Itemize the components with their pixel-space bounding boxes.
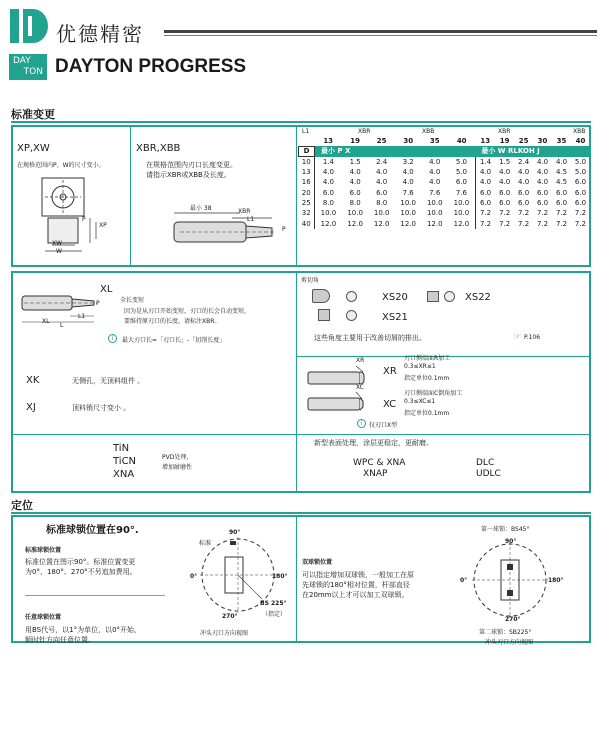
dayton-logo	[9, 54, 47, 80]
table-cell: 3.2	[402, 157, 414, 166]
xj-title: XJ	[26, 402, 36, 413]
company-cn-title: 优德精密	[56, 22, 144, 46]
table-row	[299, 218, 591, 228]
table-cell: 6.0	[475, 187, 495, 197]
xc-line1: 刃口侧端面C倒角加工	[404, 390, 463, 397]
xbr-xbr-label: XBR	[238, 208, 251, 215]
table-cell: 4.0	[518, 168, 530, 177]
std-desc2: 为0°、180°、270°不另追加费用。	[25, 568, 137, 576]
xl-note: 最大刃口长=「刃口长」-「切削长度」	[122, 337, 226, 344]
xbr-title: XBR,XBB	[136, 143, 181, 154]
table-cell: 12.0	[426, 219, 443, 228]
table-col-header: 40	[575, 137, 586, 146]
table-col-header: 19	[499, 137, 510, 146]
spec-table	[298, 136, 590, 229]
table-cell: 8.0	[349, 198, 361, 207]
diag2-a270: 270°	[505, 616, 521, 623]
xbr-min-label: 最小 38	[190, 205, 212, 212]
shear-desc: 这些角度主要用于改善切屑的排出。	[314, 334, 426, 342]
section-position-rule	[11, 512, 591, 514]
section-position-title: 定位	[11, 499, 33, 512]
xl-l1-label: L1	[78, 313, 86, 320]
xp-diagram	[40, 175, 120, 265]
table-cell: 7.2	[574, 209, 587, 218]
shear-icon-b	[346, 291, 357, 302]
table-xbr-label: XBR	[358, 128, 371, 135]
pointer-hand-icon: ☞	[513, 332, 522, 342]
table-cell: 4.0	[376, 178, 388, 187]
xbr-desc1: 在规格范围内刃口长度变更。	[146, 161, 237, 169]
table-right-bar: 最小 W RLKOH J	[475, 146, 590, 156]
table-cell: 6.0	[499, 198, 511, 207]
any-desc1: 用BS代号，以1°为单位，以0°开始，	[25, 626, 142, 634]
xl-p-label: P	[96, 300, 100, 307]
table-d-cell: 32	[299, 208, 315, 218]
xl-xl-label: XL	[42, 318, 50, 325]
table-cell: 4.0	[499, 178, 511, 187]
table-d-cell: 13	[299, 167, 315, 177]
table-row	[299, 187, 591, 197]
shear-title: 剪切角	[301, 277, 320, 284]
table-cell: 7.6	[402, 188, 414, 197]
table-cell: 10.0	[426, 209, 443, 218]
diag1-bs-note: （指定）	[262, 611, 287, 618]
xc-label-small: XC	[356, 384, 364, 391]
table-cell: 6.0	[518, 198, 530, 207]
table-cell: 6.0	[518, 188, 530, 197]
table-cell: 7.2	[475, 208, 495, 218]
table-cell: 4.0	[322, 178, 334, 187]
double-title: 双球锁位置	[302, 559, 333, 566]
coat-tin: TiN	[113, 443, 130, 454]
table-cell: 7.2	[555, 209, 568, 218]
table-col-header: 25	[376, 137, 387, 146]
table-cell: 7.2	[499, 209, 511, 218]
coat-ticn: TiCN	[113, 456, 137, 467]
table-xbb-label: XBB	[422, 128, 435, 135]
table-xbb-label-2: XBB	[573, 128, 586, 135]
table-cell: 4.0	[402, 168, 414, 177]
table-col-header: 25	[518, 137, 529, 146]
table-cell: 12.0	[453, 219, 470, 228]
table-cell: 10.0	[347, 209, 363, 218]
diag2-a0: 0°	[460, 577, 468, 584]
xr-line1: 刃口侧端面R加工	[404, 355, 451, 362]
table-cell: 5.0	[455, 157, 467, 166]
table-cell: 6.0	[499, 188, 511, 197]
table-cell: 7.2	[475, 218, 495, 228]
table-d-cell: 40	[299, 218, 315, 228]
table-col-header: 30	[537, 137, 548, 146]
double-ball-lock-diagram	[470, 540, 550, 620]
table-cell: 7.2	[574, 219, 587, 228]
xp-xw-label: XW	[52, 240, 63, 247]
table-cell: 6.0	[349, 188, 361, 197]
diag1-a0: 0°	[190, 573, 198, 580]
table-cell: 10.0	[426, 198, 443, 207]
coat-desc2: 增加耐磨性	[162, 464, 193, 471]
shear-icon-a	[312, 289, 330, 303]
table-cell: 7.2	[555, 219, 568, 228]
coat-wpc: WPC & XNA	[353, 458, 406, 468]
table-d-cell: 16	[299, 177, 315, 187]
table-header-row	[299, 136, 591, 146]
xc-note: 仅刃口X型	[369, 422, 398, 429]
table-cell: 10.0	[453, 198, 470, 207]
table-cell: 10.0	[400, 198, 416, 207]
xp-title: XP,XW	[17, 143, 50, 154]
table-cell: 5.0	[574, 168, 587, 177]
brand-title: DAYTON PROGRESS	[55, 56, 247, 77]
table-cell: 7.2	[518, 219, 530, 228]
table-col-header: 30	[403, 137, 414, 146]
xp-desc: 在规格范围内P、W的尺寸变小。	[17, 162, 105, 169]
table-cell: 4.0	[475, 177, 495, 187]
table-cell: 1.5	[499, 157, 511, 166]
table-cell: 4.0	[555, 157, 568, 166]
table-bar-row	[299, 146, 591, 156]
table-cell: 6.0	[322, 188, 334, 197]
xp-p-label: P	[82, 216, 86, 223]
logo-top: DAY	[13, 56, 31, 66]
shear-icon-c	[427, 291, 439, 302]
table-cell: 4.0	[536, 168, 549, 177]
info-icon: i	[108, 334, 117, 343]
table-cell: 4.0	[376, 168, 388, 177]
table-xbr-label-2: XBR	[498, 128, 511, 135]
table-cell: 6.0	[555, 188, 568, 197]
table-header-cell	[299, 136, 315, 146]
table-cell: 4.0	[429, 168, 441, 177]
xk-desc: 无侧孔，无顶料组件 。	[72, 377, 145, 385]
coat-right-title: 新型表面处理，涂层更稳定，更耐磨。	[314, 439, 433, 447]
table-cell: 10.0	[453, 209, 470, 218]
diag2-caption: 冲头刃口方向视图	[485, 639, 534, 646]
diag2-second: 第二球锁：SB225°	[479, 629, 532, 636]
table-cell: 5.0	[455, 168, 467, 177]
table-col-header: 13	[323, 137, 334, 146]
table-cell: 4.0	[536, 157, 549, 166]
table-l1-label: L1	[302, 128, 310, 135]
diag2-a180: 180°	[548, 577, 564, 584]
table-cell: 7.2	[536, 209, 549, 218]
shear-icon-e	[318, 309, 330, 321]
header-rule	[164, 30, 597, 33]
xr-label-small: XR	[356, 357, 365, 364]
table-row	[299, 198, 591, 208]
table-cell: 10.0	[373, 209, 390, 218]
table-cell: 4.0	[402, 178, 414, 187]
xr-line2: 0.3≤XR≤1	[404, 363, 436, 370]
table-cell: 2.4	[376, 157, 388, 166]
position-headline: 标准球锁位置在90°.	[46, 525, 139, 536]
xc-line3: 指定单位0.1mm	[404, 410, 450, 417]
shear-xs22: XS22	[465, 292, 491, 303]
table-cell: 4.0	[349, 178, 361, 187]
table-col-header: 40	[456, 137, 467, 146]
diag1-a90: 90°	[229, 529, 241, 536]
xr-title: XR	[383, 366, 397, 377]
table-cell: 1.4	[475, 157, 495, 167]
table-col-header: 35	[429, 137, 440, 146]
table-d-cell: 25	[299, 198, 315, 208]
diag1-bs: BS 225°	[260, 600, 287, 607]
section-standard-rule	[11, 121, 591, 123]
any-desc2: 顺时针方向任意位置。	[25, 636, 95, 644]
table-cell: 10.0	[320, 209, 337, 218]
xl-desc2: 要维持原刃口的长度，请标注XBR。	[124, 318, 221, 325]
double-desc3: 在20mm以上才可以加工双球锁。	[302, 591, 409, 599]
section-standard-title: 标准变更	[11, 108, 55, 121]
table-d-cell: 10	[299, 157, 315, 167]
double-desc2: 先球锁的180°相对位置，杆部直径	[302, 581, 410, 589]
table-cell: 4.5	[555, 168, 568, 177]
table-cell: 2.4	[518, 157, 530, 166]
xk-title: XK	[26, 375, 40, 386]
shear-ref[interactable]: P.106	[524, 334, 541, 341]
table-cell: 8.0	[322, 198, 334, 207]
table-cell: 4.0	[429, 157, 441, 166]
table-cell: 10.0	[400, 209, 416, 218]
xc-line2: 0.3≤XC≤1	[404, 398, 436, 405]
shear-icon-f	[346, 310, 357, 321]
coat-dlc: DLC	[476, 458, 495, 468]
table-cell: 5.0	[574, 157, 587, 166]
table-cell: 7.6	[429, 188, 441, 197]
table-cell: 12.0	[320, 219, 337, 228]
shear-xs21: XS21	[382, 312, 408, 323]
table-row	[299, 177, 591, 187]
table-cell: 6.0	[376, 188, 388, 197]
coat-xna: XNA	[113, 469, 135, 480]
diag1-caption: 冲头刃口方向视图	[200, 630, 249, 637]
info-icon-2: i	[357, 419, 366, 428]
xp-w-label: W	[56, 248, 62, 255]
table-cell: 8.0	[376, 198, 388, 207]
table-cell: 6.0	[574, 178, 587, 187]
coat-xnap: XNAP	[363, 469, 388, 479]
table-cell: 12.0	[373, 219, 390, 228]
std-desc1: 标准位置在图示90°。标准位置变更	[25, 558, 136, 566]
table-cell: 4.0	[536, 178, 549, 187]
shear-icon-d	[444, 291, 455, 302]
table-cell: 4.0	[499, 168, 511, 177]
xc-title: XC	[383, 399, 397, 410]
diag2-first: 第一球锁：BS45°	[481, 526, 530, 533]
table-cell: 4.0	[322, 168, 334, 177]
coat-udlc: UDLC	[476, 469, 501, 479]
xbr-desc2: 请指示XBR或XBB及长度。	[146, 171, 231, 179]
table-cell: 6.0	[536, 188, 549, 197]
diag1-std: 标准	[199, 540, 212, 547]
diag2-a90: 90°	[505, 538, 517, 545]
xbr-l1-label: L1	[247, 216, 255, 223]
xr-line3: 指定单位0.1mm	[404, 375, 450, 382]
jd-logo	[9, 9, 49, 43]
table-cell: 6.0	[455, 178, 467, 187]
xj-desc: 顶料销尺寸变小 。	[72, 404, 131, 412]
table-cell: 7.2	[536, 219, 549, 228]
table-col-header: 19	[350, 137, 361, 146]
table-cell: 1.5	[349, 157, 361, 166]
xl-desc1: 因为是从刃口开始变短，刃口的长会自动变短，	[124, 308, 251, 315]
table-cell: 4.0	[518, 178, 530, 187]
table-cell: 7.6	[455, 188, 467, 197]
table-cell: 6.0	[555, 198, 568, 207]
diag1-a180: 180°	[272, 573, 288, 580]
table-cell: 6.0	[536, 198, 549, 207]
table-cell: 4.0	[429, 178, 441, 187]
diag1-a270: 270°	[222, 613, 238, 620]
table-row	[299, 167, 591, 177]
logo-bottom: TON	[23, 67, 43, 77]
coat-desc1: PVD处理，	[162, 454, 193, 461]
table-col-header: 13	[480, 137, 491, 146]
xbr-punch-diagram	[172, 210, 282, 250]
table-cell: 1.4	[322, 157, 334, 166]
xbr-p-label: P	[282, 226, 286, 233]
table-row	[299, 208, 591, 218]
std-title: 标准球锁位置	[25, 547, 62, 554]
xl-title: XL	[100, 284, 113, 295]
table-cell: 4.5	[555, 178, 568, 187]
table-cell: 6.0	[574, 188, 587, 197]
xp-xp-label: XP	[99, 222, 107, 229]
table-cell: 12.0	[347, 219, 363, 228]
table-d-cell: 20	[299, 187, 315, 197]
double-desc1: 可以指定增加双球锁，一般加工在原	[302, 571, 414, 579]
any-title: 任意球锁位置	[25, 614, 62, 621]
table-cell: 12.0	[400, 219, 416, 228]
table-col-header: 35	[556, 137, 567, 146]
table-left-bar: 最小 P X	[315, 146, 476, 156]
shear-xs20: XS20	[382, 292, 408, 303]
table-d-label: D	[299, 146, 315, 156]
xl-sub: 全长变短	[120, 297, 145, 304]
table-cell: 7.2	[518, 209, 530, 218]
header-rule-thin	[164, 35, 597, 36]
xl-l-label: L	[60, 322, 64, 329]
table-cell: 7.2	[499, 219, 511, 228]
table-cell: 4.0	[349, 168, 361, 177]
table-cell: 6.0	[574, 198, 587, 207]
table-cell: 4.0	[475, 167, 495, 177]
table-row	[299, 157, 591, 167]
table-cell: 6.0	[475, 198, 495, 208]
